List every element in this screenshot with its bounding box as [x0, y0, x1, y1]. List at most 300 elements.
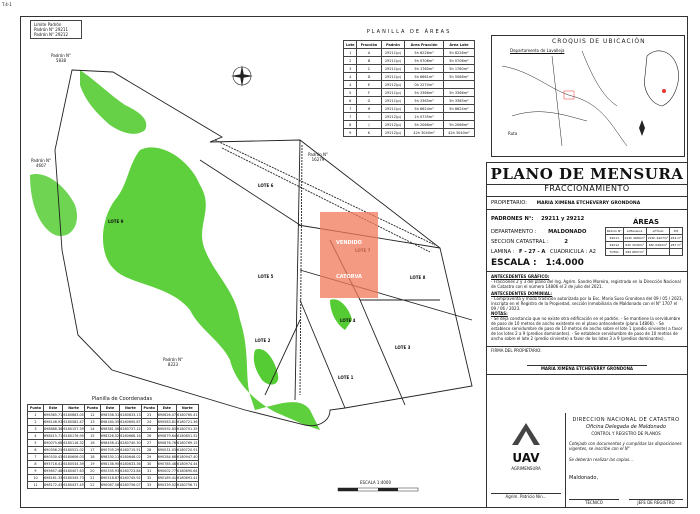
coordinates-cell: 698161.33	[44, 476, 63, 480]
uruguay-outline-icon	[644, 51, 678, 106]
coordinates-cell: 698458.41	[100, 441, 120, 445]
coordinates-header-cell: Norte	[177, 405, 199, 412]
vegetation-patch-left	[30, 174, 77, 236]
areas-cell: 8	[344, 121, 357, 129]
coordinates-cell: 698146.93	[44, 420, 63, 424]
areas-cell: 5h 6661m²	[405, 73, 444, 81]
areas-cell: 29212(p)	[381, 81, 405, 89]
areas-cell: 4	[344, 73, 357, 81]
coordinates-cell: 3	[28, 426, 44, 433]
areas-cell: 29211(p)	[381, 105, 405, 113]
lot-label-9: LOTE 9	[108, 219, 124, 224]
registration-block	[486, 374, 688, 508]
coordinates-cell: 690592.83	[157, 427, 177, 431]
coordinates-cell: 690785.48	[157, 462, 177, 466]
coordinates-cell: 698381.56	[100, 427, 120, 431]
coordinates-cell: 22	[84, 482, 100, 489]
coordinates-cell: 695657.48	[44, 469, 63, 473]
coordinates-cell: 20	[84, 468, 100, 475]
areas-cell: 5	[344, 89, 357, 97]
coordinates-cell: 32	[141, 475, 157, 482]
areas-mini-cell: 224h 4427m²	[647, 236, 669, 240]
coordinates-header-cell: Este	[44, 405, 63, 412]
padron-label-center-top: Padrón N° 16279	[307, 152, 329, 162]
coordinates-cell: 6180522.02	[63, 448, 84, 452]
coordinates-cell: 6180437.45	[63, 483, 84, 487]
antecedentes-dominial-label: ANTECEDENTES DOMINIAL:	[491, 291, 552, 296]
areas-cell: I	[357, 113, 381, 121]
areas-mini-row	[606, 242, 683, 249]
coordinates-cell: 6180715.51	[120, 448, 141, 452]
areas-header-cell: Área Fracción	[405, 41, 444, 49]
padrones-value: 29211 y 29212	[541, 216, 585, 222]
coordinates-cell: 6180756.71	[177, 483, 198, 487]
areas-cell: 5h 2066m²	[405, 121, 444, 129]
coordinates-row	[28, 475, 199, 482]
coordinates-cell: 27	[141, 440, 157, 447]
areas-mini-cell: s/Título	[646, 228, 669, 235]
padron-label-left: Padrón N° 4607	[30, 158, 52, 168]
coordinates-cell: 33	[141, 482, 157, 489]
areas-cell: 1	[344, 49, 357, 57]
uav-subtitle: AGRIMENSURA	[511, 466, 541, 471]
coordinates-row	[28, 447, 199, 454]
areas-cell: 29211(p)	[381, 65, 405, 73]
uav-title: UAV	[512, 451, 540, 465]
watermark-bottom-text: CATORVA	[335, 274, 363, 280]
coordinates-row	[28, 419, 199, 426]
legend-line-2: Padrón N° 29211	[34, 27, 69, 32]
coordinates-cell: 30	[141, 461, 157, 468]
coordinates-cell: 690705.29	[100, 448, 120, 452]
areas-cell: 29212(p)	[381, 121, 405, 129]
scale-bar	[338, 488, 418, 491]
areas-cell: 4	[344, 81, 357, 89]
scale-row-label: ESCALA :	[491, 258, 537, 268]
areas-cell	[443, 113, 474, 121]
areas-mini-cell: 254 m²	[670, 236, 682, 240]
owner-row	[491, 200, 640, 206]
areas-cell: 9	[344, 129, 357, 137]
coordinates-cell: 6180769.15	[177, 441, 198, 445]
areas-cell: 29212(p)	[381, 113, 405, 121]
coordinates-cell: 698326.52	[100, 434, 120, 438]
areas-mini-cell: Dif.	[670, 228, 683, 235]
coordinates-cell: 8	[28, 461, 44, 468]
coordinates-cell: 6180740.30	[120, 441, 141, 445]
scale-row-value: 1:4.000	[545, 258, 584, 268]
areas-cell	[443, 81, 474, 89]
areas-mini-cell: Padrón N°	[606, 229, 622, 233]
corner-label: T.4-1	[2, 2, 12, 7]
seccion-value: 2	[564, 239, 569, 245]
areas-cell: H	[357, 105, 381, 113]
coordinates-cell: 6180116.32	[63, 441, 84, 445]
areas-cell: 5h 6226m²	[443, 49, 474, 57]
areas-cell: E	[357, 81, 381, 89]
coordinates-cell: 10	[28, 475, 44, 482]
coordinates-row	[28, 461, 199, 468]
cuadricula-label: CUADRICULA : A2	[550, 249, 596, 255]
coordinates-cell: 690075.68	[44, 441, 63, 445]
antecedentes-dominial-text: - Compraventa y modo tradición autorizada por la Esc. Mario Suso Grondona del 09 / 05 / 2023, inscripta en el Registro de la Propiedad, sección Inmobiliaria de Maldonado con el N° 1707 el 09 / 06 / 2023.	[491, 296, 683, 311]
areas-table-title: PLANILLA DE ÁREAS	[366, 29, 452, 35]
areas-table-header	[344, 41, 475, 49]
areas-cell: B	[357, 57, 381, 65]
coordinates-cell: 24	[141, 419, 157, 426]
location-road-3	[552, 56, 562, 146]
cadastre-place: Maldonado,	[569, 475, 599, 481]
location-map-title: CROQUIS DE UBICACIÓN	[552, 38, 646, 45]
areas-row	[344, 121, 475, 129]
notes	[491, 311, 683, 341]
areas-cell: 5h 6624m²	[405, 105, 444, 113]
coordinates-cell: 690356.25	[44, 448, 63, 452]
cadastre-line-3: CONTROL Y REGISTRO DE PLANOS	[591, 431, 661, 436]
areas-cell: 1h 0735m²	[405, 113, 444, 121]
coordinates-cell: 26	[141, 433, 157, 440]
areas-row	[344, 65, 475, 73]
areas-row	[344, 81, 475, 89]
coordinates-cell: 18	[84, 454, 100, 461]
coordinates-header	[28, 405, 199, 412]
coordinates-body	[28, 412, 199, 489]
cadastre-text-2: Se deberán realizar las copias...	[569, 457, 633, 462]
coordinates-cell: 6180974.44	[177, 462, 198, 466]
areas-header-cell: Área Lote	[443, 41, 474, 49]
coordinates-cell: 6180723.84	[120, 469, 141, 473]
coordinates-cell: 6180345.73	[63, 476, 84, 480]
lot-label-8: LOTE 8	[410, 275, 426, 280]
coordinates-cell: 690031.03	[157, 448, 177, 452]
coordinates-cell: 6180745.92	[120, 476, 141, 480]
coordinates-cell: 6180720.91	[177, 448, 198, 452]
coordinates-cell: 6180663.05	[63, 413, 84, 417]
coordinates-cell: 4	[28, 433, 44, 440]
seccion-label: SECCION CATASTRAL :	[491, 239, 549, 245]
coordinates-header-cell: Norte	[63, 405, 85, 412]
areas-cell: 5h 3366m²	[443, 89, 474, 97]
lamina-label: LAMINA :	[491, 249, 515, 255]
coordinates-cell: 14	[84, 426, 100, 433]
plan-title: PLANO DE MENSURA	[487, 163, 687, 185]
lamina-row	[491, 249, 596, 255]
areas-mini-cell: 64h 3249m²	[623, 242, 646, 249]
location-map-label-2: Ruta	[508, 131, 518, 136]
lot-label-3: LOTE 3	[395, 345, 411, 350]
coordinates-row	[28, 426, 199, 433]
areas-row	[344, 57, 475, 65]
coordinates-cell: 28	[141, 447, 157, 454]
title-block	[486, 162, 688, 376]
areas-mini-cell: 64h 0462m²	[646, 242, 669, 249]
seccion-row	[491, 239, 568, 245]
vegetation-patch-top	[80, 70, 146, 134]
areas-mini-cell: 29212	[606, 242, 624, 249]
padrones-label: PADRONES N°:	[491, 216, 534, 222]
areas-mini-cell: TOTAL	[606, 249, 624, 256]
coordinates-header-cell: Este	[100, 405, 119, 412]
areas-mini-row	[606, 228, 683, 235]
coordinates-cell: 6180534.39	[63, 462, 84, 466]
areas-row	[344, 113, 475, 121]
coordinates-cell: 6180176.95	[63, 434, 84, 438]
coordinates-cell: 698415.71	[44, 434, 63, 438]
north-arrow-icon	[231, 65, 253, 87]
coordinates-cell: 698888.36	[44, 427, 63, 431]
coordinates-cell: 690626.07	[157, 413, 177, 417]
lot-label-1: LOTE 1	[338, 375, 354, 380]
coordinates-cell: 6180737.12	[120, 427, 141, 431]
divider-8	[360, 300, 405, 405]
areas-mini-cell: s/Mensura	[623, 228, 646, 235]
areas-mini-cell: 224h 4684m²	[624, 236, 645, 240]
notes-text: - Se deja constancia que no existe otra edificación en el padrón. - Se mantiene la servidumbre de paso de 10 metros de ancho existente en el plano antecedente (plano 14806). - Se establece servidumbre de paso de 10 metros de ancho sobre el lote 1 (predio sirviente) a favor de los lotes 2 a 9 (predios dominantes). - Se establece servidumbre de paso de 10 metros de ancho sobre el lote 2 (predio sirviente) a favor de los lotes 3 a 9 (predios dominantes).	[491, 316, 683, 341]
areas-mini-table	[605, 227, 683, 256]
areas-cell: 42h 3040m²	[405, 129, 444, 137]
owner-value: MARIA XIMENA ETCHEVERRY GRONDONA	[536, 201, 641, 206]
scale-row	[491, 258, 584, 268]
location-road-2	[512, 112, 587, 121]
coordinates-title: Planilla de Coordenadas	[91, 396, 153, 402]
coordinates-header-cell: Punto	[28, 405, 44, 412]
areas-row	[344, 73, 475, 81]
coordinates-cell: 696365.71	[44, 413, 63, 417]
coordinates-cell: 698136.90	[100, 462, 120, 466]
coordinates-cell: 7	[28, 454, 44, 461]
coordinates-row	[28, 412, 199, 419]
areas-cell: G	[357, 97, 381, 105]
coordinates-cell: 6180691.41	[177, 476, 198, 480]
areas-mini-row	[606, 249, 683, 256]
location-road-4	[582, 51, 617, 106]
areas-cell: 5h 6624m²	[443, 105, 474, 113]
coordinates-header-cell: Punto	[84, 405, 100, 412]
areas-cell: 29211(p)	[381, 57, 405, 65]
areas-mini-row	[606, 235, 683, 242]
coordinates-cell: 13	[84, 419, 100, 426]
coordinates-cell: 690583.81	[157, 420, 177, 424]
areas-cell: 3	[344, 65, 357, 73]
coordinates-row	[28, 482, 199, 489]
coordinates-cell: 17	[84, 447, 100, 454]
coordinates-cell: 6180606.03	[63, 455, 84, 459]
lot-label-2: LOTE 2	[255, 338, 271, 343]
areas-cell: 42h 3040m²	[443, 129, 474, 137]
lot-label-6: LOTE 6	[258, 183, 274, 188]
coordinates-cell: 690002.77	[157, 469, 177, 473]
departamento-row	[491, 229, 586, 235]
coordinates-cell: 690087.58	[100, 483, 120, 487]
coordinates-cell: 695716.41	[44, 462, 63, 466]
areas-header-cell: Padrón	[381, 41, 405, 49]
owner-signature-name: MARIA XIMENA ETCHEVERRY GRONDONA	[527, 365, 647, 371]
coordinates-cell: 6180582.47	[63, 420, 84, 424]
coordinates-cell: 6	[28, 447, 44, 454]
vegetation-patch-main	[103, 147, 320, 430]
antecedentes-grafico-label: ANTECEDENTES GRÁFICO:	[491, 274, 550, 279]
coordinates-cell: 690879.64	[157, 434, 177, 438]
location-north-icon	[639, 120, 645, 136]
coordinates-cell: 6180633.36	[120, 462, 141, 466]
coordinates-cell: 698184.35	[100, 420, 120, 424]
coordinates-cell: 698172.43	[44, 483, 63, 487]
areas-cell: 5h 3365m²	[405, 97, 444, 105]
location-map-drawing	[492, 36, 684, 156]
coordinates-cell: 690284.68	[157, 455, 177, 459]
coordinates-cell: 6180157.39	[63, 427, 84, 431]
vegetation-patch-strip	[330, 299, 352, 330]
coordinates-row	[28, 454, 199, 461]
areas-cell: 6	[344, 97, 357, 105]
cadastre-line-2: Oficina Delegada de Maldonado	[586, 424, 666, 430]
areas-cell: 29211(p)	[381, 89, 405, 97]
areas-cell: 5h 0706m²	[443, 57, 474, 65]
coordinates-cell: 6180701.35	[177, 427, 198, 431]
areas-cell: 0h 2270m²	[405, 81, 444, 89]
coordinates-cell: 23	[141, 412, 157, 419]
coordinates-cell: 6180756.07	[120, 483, 141, 487]
areas-cell: 7	[344, 105, 357, 113]
coordinates-cell: 9	[28, 468, 44, 475]
location-map-label-1: Departamento de Lavalleja	[510, 48, 565, 53]
areas-mini-cell: 287 m²	[670, 243, 682, 247]
coordinates-cell: 698336.31	[100, 413, 120, 417]
lot-label-5: LOTE 5	[258, 274, 274, 279]
areas-cell: 5h 5568m²	[443, 73, 474, 81]
technician-label: TÉCNICO	[569, 499, 619, 505]
antecedentes-dominial	[491, 291, 683, 311]
coordinates-cell: 6180668.16	[120, 434, 141, 438]
areas-mini-cell: 29211	[606, 235, 624, 242]
legend-line-1: Límite Padrón	[34, 22, 62, 27]
coordinates-cell: 6180690.87	[120, 420, 141, 424]
areas-cell: 5h 1760m²	[443, 65, 474, 73]
coordinates-cell: 12	[84, 412, 100, 419]
areas-cell: 2	[344, 57, 357, 65]
areas-cell: K	[357, 129, 381, 137]
surveyor-name: Agrim. Patricio Nin...	[491, 493, 561, 499]
coordinates-cell: 6180651.52	[177, 434, 198, 438]
coordinates-cell: 690339.02	[157, 483, 177, 487]
notes-label: NOTAS:	[491, 311, 508, 316]
areas-cell: J	[357, 121, 381, 129]
coordinates-cell: 1	[28, 412, 44, 419]
uav-block	[487, 413, 566, 507]
areas-header-cell: Fracción	[357, 41, 381, 49]
coordinates-cell: 6180690.64	[177, 469, 198, 473]
coordinates-cell: 29	[141, 454, 157, 461]
areas-mini-title: ÁREAS	[632, 218, 660, 226]
areas-cell: 5h 0706m²	[405, 57, 444, 65]
areas-cell: D	[357, 73, 381, 81]
departamento-label: DEPARTAMENTO :	[491, 229, 537, 235]
areas-cell: 5h 3366m²	[405, 89, 444, 97]
watermark-logo	[320, 212, 378, 298]
areas-cell: 7	[344, 113, 357, 121]
areas-row	[344, 89, 475, 97]
plan-subtitle: FRACCIONAMIENTO	[487, 184, 687, 197]
areas-cell: 29212(p)	[381, 129, 405, 137]
coordinates-cell: 19	[84, 461, 100, 468]
departamento-value: MALDONADO	[548, 229, 587, 235]
areas-row	[344, 97, 475, 105]
coordinates-cell: 690189.41	[157, 476, 177, 480]
coordinates-row	[28, 468, 199, 475]
antecedentes-grafico-text: - Fracciones 2 y 3 del plano del Ing. Agrim. Sandro Moreira, registrado en la Dirección Nacional de Catastro con el número 14806 el 2 de julio del 2021.	[491, 279, 681, 289]
uav-logo-icon	[487, 415, 565, 455]
cadastre-line-1: DIRECCION NACIONAL DE CATASTRO	[572, 417, 680, 423]
areas-mini-cell: 289 6837m²	[623, 249, 646, 256]
areas-row	[344, 105, 475, 113]
cadastre-text: Cotejado con documentos y cumplidas las disposiciones vigentes, se inscribe con el N°	[569, 441, 682, 451]
coordinates-cell: 690330.43	[44, 455, 63, 459]
areas-cell: A	[357, 49, 381, 57]
coordinates-cell: 21	[84, 475, 100, 482]
areas-cell: 29211(p)	[381, 73, 405, 81]
areas-row	[344, 129, 475, 137]
coordinates-header-cell: Norte	[120, 405, 142, 412]
location-road-1	[502, 66, 627, 146]
areas-table-body	[344, 49, 475, 137]
coordinates-cell: 11	[28, 482, 44, 489]
padron-label-top-left: Padrón N° 5838	[50, 53, 72, 63]
watermark-top-text: VENDIDO	[336, 240, 362, 246]
coordinates-cell: 15	[84, 433, 100, 440]
location-map	[491, 35, 685, 157]
coordinates-cell: 690318.87	[100, 476, 120, 480]
antecedentes-grafico	[491, 274, 683, 289]
coordinates-cell: 25	[141, 426, 157, 433]
areas-cell: C	[357, 65, 381, 73]
registry-chief-label: JEFE DE REGISTRO	[629, 499, 683, 505]
coordinates-cell: 16	[84, 440, 100, 447]
areas-cell: F	[357, 89, 381, 97]
areas-cell: 5h 3365m²	[443, 97, 474, 105]
owner-signature-label: FIRMA DEL PROPIETARIO:	[491, 348, 542, 353]
coordinates-cell: 6180646.02	[120, 455, 141, 459]
coordinates-cell: 698330.11	[100, 455, 120, 459]
areas-cell: 5h 1760m²	[405, 65, 444, 73]
vegetation-patch-bottom	[254, 349, 278, 385]
areas-cell: 29211(p)	[381, 97, 405, 105]
coordinates-cell: 690876.76	[157, 441, 177, 445]
coordinates-cell: 690335.93	[100, 469, 120, 473]
padrones-row	[491, 216, 584, 222]
areas-cell: 29211(p)	[381, 49, 405, 57]
coordinates-cell: 6180407.63	[63, 469, 84, 473]
coordinates-cell: 5	[28, 440, 44, 447]
coordinates-row	[28, 433, 199, 440]
coordinates-cell: 6180633.13	[120, 413, 141, 417]
coordinates-row	[28, 440, 199, 447]
cadastre-block	[565, 413, 687, 507]
lamina-value: F - 27 - A	[519, 249, 546, 255]
areas-row	[344, 49, 475, 57]
divider-2	[200, 160, 300, 225]
areas-table	[343, 40, 475, 137]
coordinates-cell: 31	[141, 468, 157, 475]
lot-label-4: LOTE 4	[340, 318, 356, 323]
coordinates-cell: 6180760.41	[177, 413, 198, 417]
areas-cell: 5h 6226m²	[405, 49, 444, 57]
owner-label: PROPIETARIO:	[491, 200, 527, 206]
scale-label: ESCALA 1:4000	[360, 480, 391, 485]
areas-cell: 5h 2066m²	[443, 121, 474, 129]
coordinates-header-cell: Este	[157, 405, 176, 412]
coordinates-cell: 6180947.40	[177, 455, 198, 459]
coordinates-cell: 2	[28, 419, 44, 426]
